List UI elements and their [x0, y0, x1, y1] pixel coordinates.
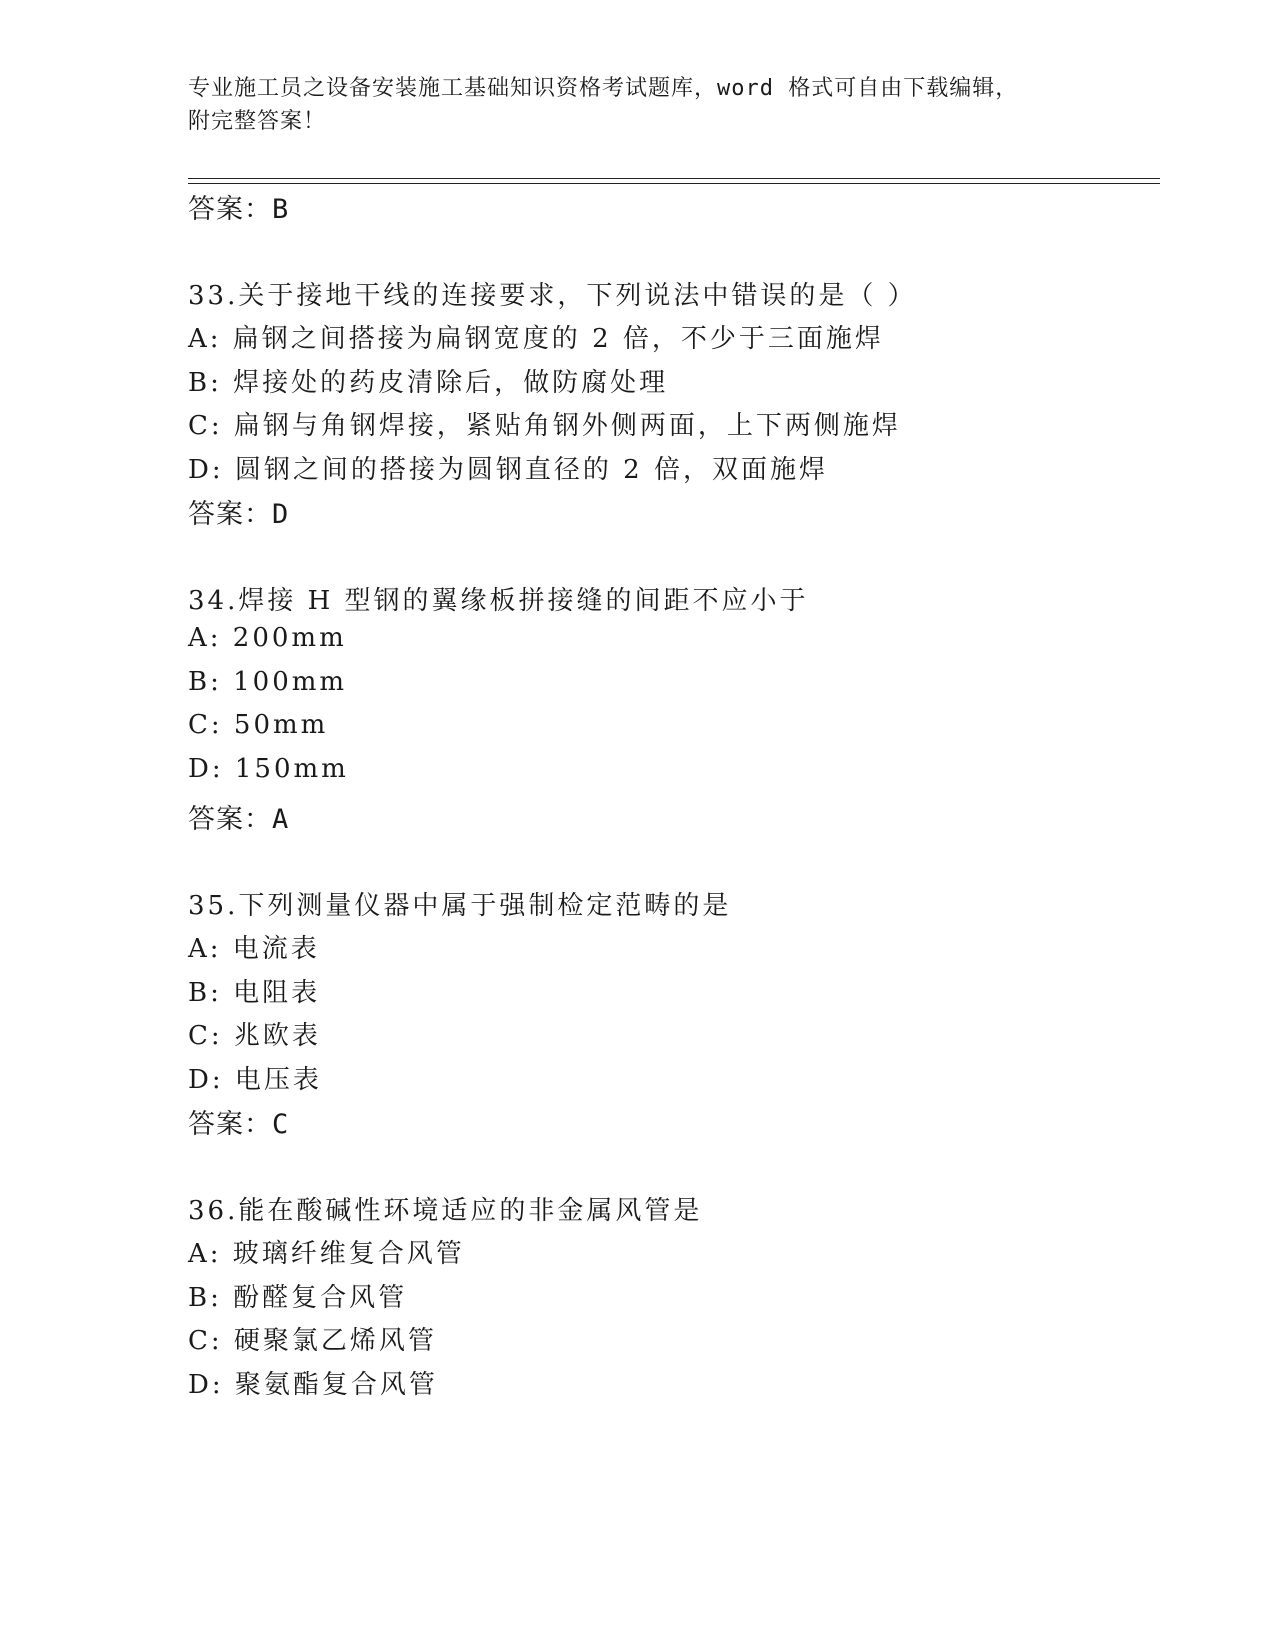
- question-stem-35: 35.下列测量仪器中属于强制检定范畴的是: [188, 891, 732, 921]
- option-d-33: D: 圆钢之间的搭接为圆钢直径的 2 倍，双面施焊: [188, 455, 828, 485]
- header-line-2: 附完整答案！: [188, 109, 327, 134]
- option-c-34: C: 50mm: [188, 710, 329, 740]
- document-header: [188, 72, 1088, 138]
- option-d-35: D: 电压表: [188, 1065, 322, 1095]
- option-b-36: B: 酚醛复合风管: [188, 1283, 408, 1313]
- option-b-35: B: 电阻表: [188, 978, 321, 1008]
- question-stem-36: 36.能在酸碱性环境适应的非金属风管是: [188, 1196, 703, 1226]
- question-stem-33: 33.关于接地干线的连接要求，下列说法中错误的是（ ）: [188, 281, 917, 311]
- question-stem-34: 34.焊接 H 型钢的翼缘板拼接缝的间距不应小于: [188, 586, 809, 616]
- option-c-36: C: 硬聚氯乙烯风管: [188, 1326, 437, 1356]
- option-d-36: D: 聚氨酯复合风管: [188, 1370, 438, 1400]
- option-a-35: A: 电流表: [188, 934, 320, 964]
- answer-34: 答案：A: [188, 804, 290, 835]
- option-a-33: A: 扁钢之间搭接为扁钢宽度的 2 倍，不少于三面施焊: [188, 324, 884, 354]
- answer-previous: 答案：B: [188, 194, 290, 225]
- option-a-34: A: 200mm: [188, 623, 347, 653]
- option-b-34: B: 100mm: [188, 667, 348, 697]
- header-divider-top: [188, 178, 1160, 179]
- option-d-34: D: 150mm: [188, 754, 349, 784]
- header-divider-bottom: [188, 183, 1160, 184]
- option-a-36: A: 玻璃纤维复合风管: [188, 1239, 465, 1269]
- option-c-33: C: 扁钢与角钢焊接，紧贴角钢外侧两面，上下两侧施焊: [188, 411, 901, 441]
- answer-33: 答案：D: [188, 499, 290, 530]
- option-b-33: B: 焊接处的药皮清除后，做防腐处理: [188, 368, 669, 398]
- answer-35: 答案：C: [188, 1109, 290, 1140]
- header-line-1: 专业施工员之设备安装施工基础知识资格考试题库，word 格式可自由下载编辑，: [188, 76, 1019, 101]
- option-c-35: C: 兆欧表: [188, 1021, 321, 1051]
